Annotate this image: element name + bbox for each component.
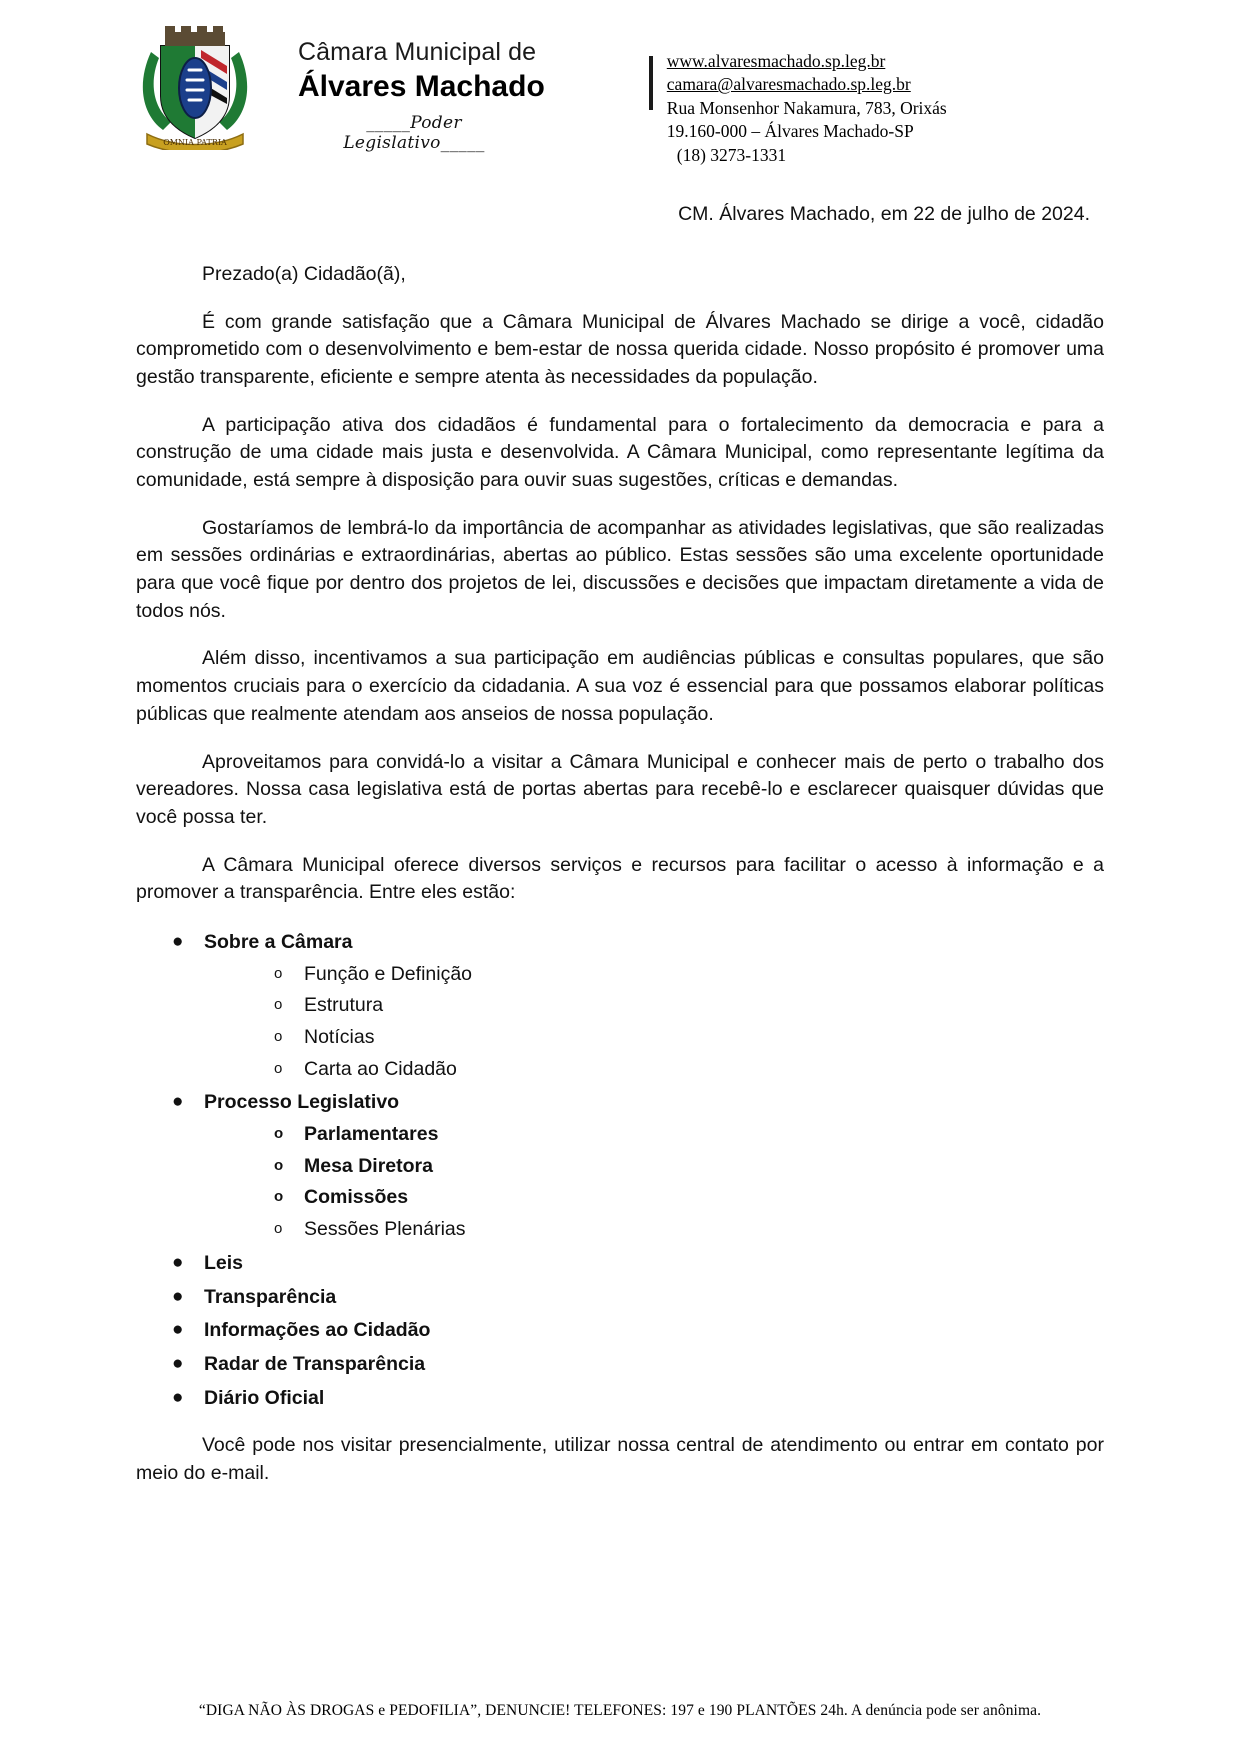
salutation: Prezado(a) Cidadão(ã), [202,262,406,285]
sublist-item-label: Carta ao Cidadão [304,1057,457,1080]
footer-notice: “DIGA NÃO ÀS DROGAS e PEDOFILIA”, DENUNCIE! TELEFONES: 197 e 190 PLANTÕES 24h. A denúncia pode ser anônima. [198,1702,1042,1719]
list-item [172,1250,1104,1278]
bullet-icon: ● [172,1386,184,1408]
paragraph: A Câmara Municipal oferece diversos serviços e recursos para facilitar o acesso à informação e a promover a transparência. Entre eles estão: [136,853,1104,904]
bullet-icon: ● [172,1251,184,1273]
sublist-item [274,1121,1104,1149]
bullet-icon: ● [172,1285,184,1307]
sublist [204,961,1104,1084]
list-item [172,1317,1104,1345]
sublist-item-label: Comissões [304,1186,409,1209]
circle-bullet-icon: o [274,964,283,982]
contact-lines [667,50,947,167]
list-item-label: Informações ao Cidadão [204,1319,431,1342]
letterhead [0,0,1240,167]
list-item-label: Processo Legislativo [204,1091,400,1114]
bullet-icon: ● [172,1319,184,1341]
sublist-item-label: Parlamentares [304,1123,439,1146]
list-item [172,1089,1104,1243]
circle-bullet-icon: o [274,1220,283,1238]
org-line-2: Álvares Machado [298,69,545,103]
org-subtitle: _____Poder Legislativo_____ [343,112,485,153]
list-item-label: Radar de Transparência [204,1352,426,1375]
sublist-item [274,1153,1104,1181]
contact-block [649,50,947,167]
crest-container [0,22,270,150]
circle-bullet-icon: o [274,1125,284,1143]
bullet-icon: ● [172,1091,184,1113]
circle-bullet-icon: o [274,1028,283,1045]
svg-text:OMNIA PATRIA: OMNIA PATRIA [163,138,227,147]
bullet-icon: ● [172,1352,184,1374]
list-item [172,1351,1104,1379]
phone-line: (18) 3273-1331 [676,144,787,165]
list-item [172,1284,1104,1312]
sublist-item [274,1216,1104,1244]
organization-title [270,22,545,153]
paragraph: É com grande satisfação que a Câmara Municipal de Álvares Machado se dirige a você, cidadão comprometido com o desenvolvimento e bem-estar de nossa querida cidade. Nosso propósito é promover uma gestão transparente, eficiente e sempre atenta às necessidades da população. [136,310,1104,388]
circle-bullet-icon: o [274,1188,284,1206]
sublist-item-label: Estrutura [304,994,384,1017]
bullet-icon: ● [172,930,184,952]
list-item [172,929,1104,1083]
zip-city-line: 19.160-000 – Álvares Machado-SP [666,121,914,142]
circle-bullet-icon: o [274,996,283,1014]
contact-divider [649,56,653,110]
paragraph: Gostaríamos de lembrá-lo da importância de acompanhar as atividades legislativas, que são realizadas em sessões ordinárias e extraordinárias, abertas ao público. Estas sessões são uma excelente oportunidade para que você fique por dentro dos projetos de lei, discussões e decisões que impactam diretamente a vida de todos nós. [136,516,1104,622]
sublist-item-label: Sessões Plenárias [304,1218,466,1241]
list-item [172,1385,1104,1413]
paragraph: A participação ativa dos cidadãos é fundamental para o fortalecimento da democracia e para a construção de uma cidade mais justa e desenvolvida. A Câmara Municipal, como representante legítima da comunidade, está sempre à disposição para ouvir suas sugestões, críticas e demandas. [136,413,1104,491]
sublist-item-label: Notícias [304,1026,375,1048]
closing-paragraph: Você pode nos visitar presencialmente, utilizar nossa central de atendimento ou entrar em contato por meio do e-mail. [136,1434,1104,1484]
sublist-item [274,1024,1104,1052]
org-line-1: Câmara Municipal de [298,38,537,66]
circle-bullet-icon: o [274,1059,283,1077]
sublist-item [274,1184,1104,1212]
sublist-item-label: Função e Definição [304,962,473,985]
sublist-item-label: Mesa Diretora [304,1154,433,1177]
list-item-label: Diário Oficial [204,1386,325,1409]
sublist-item [274,1056,1104,1084]
address-line: Rua Monsenhor Nakamura, 783, Orixás [666,97,947,118]
sublist [204,1121,1104,1244]
list-item-label: Transparência [204,1285,337,1308]
sublist-item [274,992,1104,1020]
services-list [136,929,1104,1412]
sublist-item [274,961,1104,989]
paragraph: Aproveitamos para convidá-lo a visitar a Câmara Municipal e conhecer mais de perto o trabalho dos vereadores. Nossa casa legislativa está de portas abertas para recebê-lo e esclarecer quaisquer dúvidas que você possa ter. [136,750,1104,828]
date-line: CM. Álvares Machado, em 22 de julho de 2024. [678,203,1090,226]
list-item-label: Leis [204,1251,244,1274]
letter-body [0,201,1240,1487]
paragraph: Além disso, incentivamos a sua participação em audiências públicas e consultas populares, que são momentos cruciais para o exercício da cidadania. A sua voz é essencial para que possamos elaborar políticas públicas que realmente atendam aos anseios de nossa população. [136,647,1104,725]
email-link[interactable]: camara@alvaresmachado.sp.leg.br [666,74,911,95]
list-item-label: Sobre a Câmara [204,930,353,953]
circle-bullet-icon: o [274,1156,284,1174]
website-link[interactable]: www.alvaresmachado.sp.leg.br [666,51,886,71]
coat-of-arms-icon [131,22,259,150]
